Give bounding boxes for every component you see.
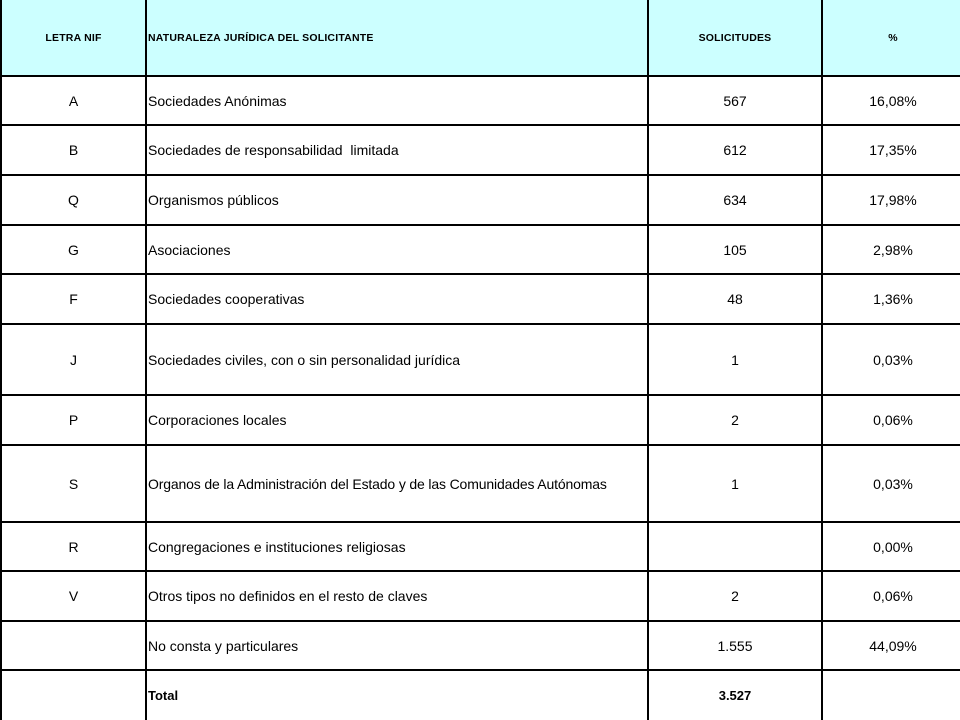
table-row: [1, 522, 960, 571]
cell-letra: [1, 621, 146, 670]
cell-solicitudes: 634: [648, 175, 822, 225]
cell-porcentaje: 44,09%: [822, 621, 960, 670]
cell-solicitudes: 612: [648, 125, 822, 175]
cell-solicitudes: 1.555: [648, 621, 822, 670]
table-row: [1, 175, 960, 225]
header-letra-nif: LETRA NIF: [1, 0, 146, 76]
cell-letra: S: [1, 445, 146, 522]
cell-letra: A: [1, 76, 146, 125]
table-row: [1, 445, 960, 522]
total-label: Total: [146, 670, 648, 720]
table-row: [1, 225, 960, 274]
table-row: [1, 621, 960, 670]
cell-naturaleza: Sociedades Anónimas: [146, 76, 648, 125]
total-solicitudes: 3.527: [648, 670, 822, 720]
cell-solicitudes: 1: [648, 324, 822, 395]
total-letra: [1, 670, 146, 720]
cell-naturaleza: Organos de la Administración del Estado y de las Comunidades Autónomas: [146, 445, 648, 522]
header-row: [1, 0, 960, 76]
cell-letra: J: [1, 324, 146, 395]
cell-naturaleza: Corporaciones locales: [146, 395, 648, 445]
cell-porcentaje: 17,98%: [822, 175, 960, 225]
table-row: [1, 274, 960, 324]
cell-porcentaje: 0,03%: [822, 324, 960, 395]
cell-solicitudes: 2: [648, 571, 822, 621]
cell-solicitudes: 105: [648, 225, 822, 274]
header-solicitudes: SOLICITUDES: [648, 0, 822, 76]
cell-solicitudes: 2: [648, 395, 822, 445]
cell-letra: P: [1, 395, 146, 445]
cell-letra: Q: [1, 175, 146, 225]
cell-naturaleza: Sociedades cooperativas: [146, 274, 648, 324]
cell-letra: V: [1, 571, 146, 621]
table-row: [1, 125, 960, 175]
cell-naturaleza: Congregaciones e instituciones religiosas: [146, 522, 648, 571]
cell-porcentaje: 0,03%: [822, 445, 960, 522]
cell-porcentaje: 0,06%: [822, 571, 960, 621]
cell-solicitudes: 1: [648, 445, 822, 522]
cell-naturaleza: Sociedades civiles, con o sin personalidad jurídica: [146, 324, 648, 395]
cell-solicitudes: 48: [648, 274, 822, 324]
cell-letra: G: [1, 225, 146, 274]
cell-solicitudes: 567: [648, 76, 822, 125]
cell-naturaleza: Sociedades de responsabilidad limitada: [146, 125, 648, 175]
cell-porcentaje: 1,36%: [822, 274, 960, 324]
cell-porcentaje: 0,06%: [822, 395, 960, 445]
cell-naturaleza: Asociaciones: [146, 225, 648, 274]
cell-porcentaje: 16,08%: [822, 76, 960, 125]
table-row: [1, 395, 960, 445]
cell-porcentaje: 0,00%: [822, 522, 960, 571]
cell-naturaleza: Organismos públicos: [146, 175, 648, 225]
table-row: [1, 571, 960, 621]
cell-naturaleza: No consta y particulares: [146, 621, 648, 670]
cell-porcentaje: 17,35%: [822, 125, 960, 175]
header-porcentaje: %: [822, 0, 960, 76]
cell-letra: B: [1, 125, 146, 175]
cell-porcentaje: 2,98%: [822, 225, 960, 274]
table-row: [1, 76, 960, 125]
total-porcentaje: [822, 670, 960, 720]
cell-letra: F: [1, 274, 146, 324]
cell-naturaleza: Otros tipos no definidos en el resto de claves: [146, 571, 648, 621]
total-row: [1, 670, 960, 720]
table-row: [1, 324, 960, 395]
cell-letra: R: [1, 522, 146, 571]
header-naturaleza: NATURALEZA JURÍDICA DEL SOLICITANTE: [146, 0, 648, 76]
cell-solicitudes: [648, 522, 822, 571]
